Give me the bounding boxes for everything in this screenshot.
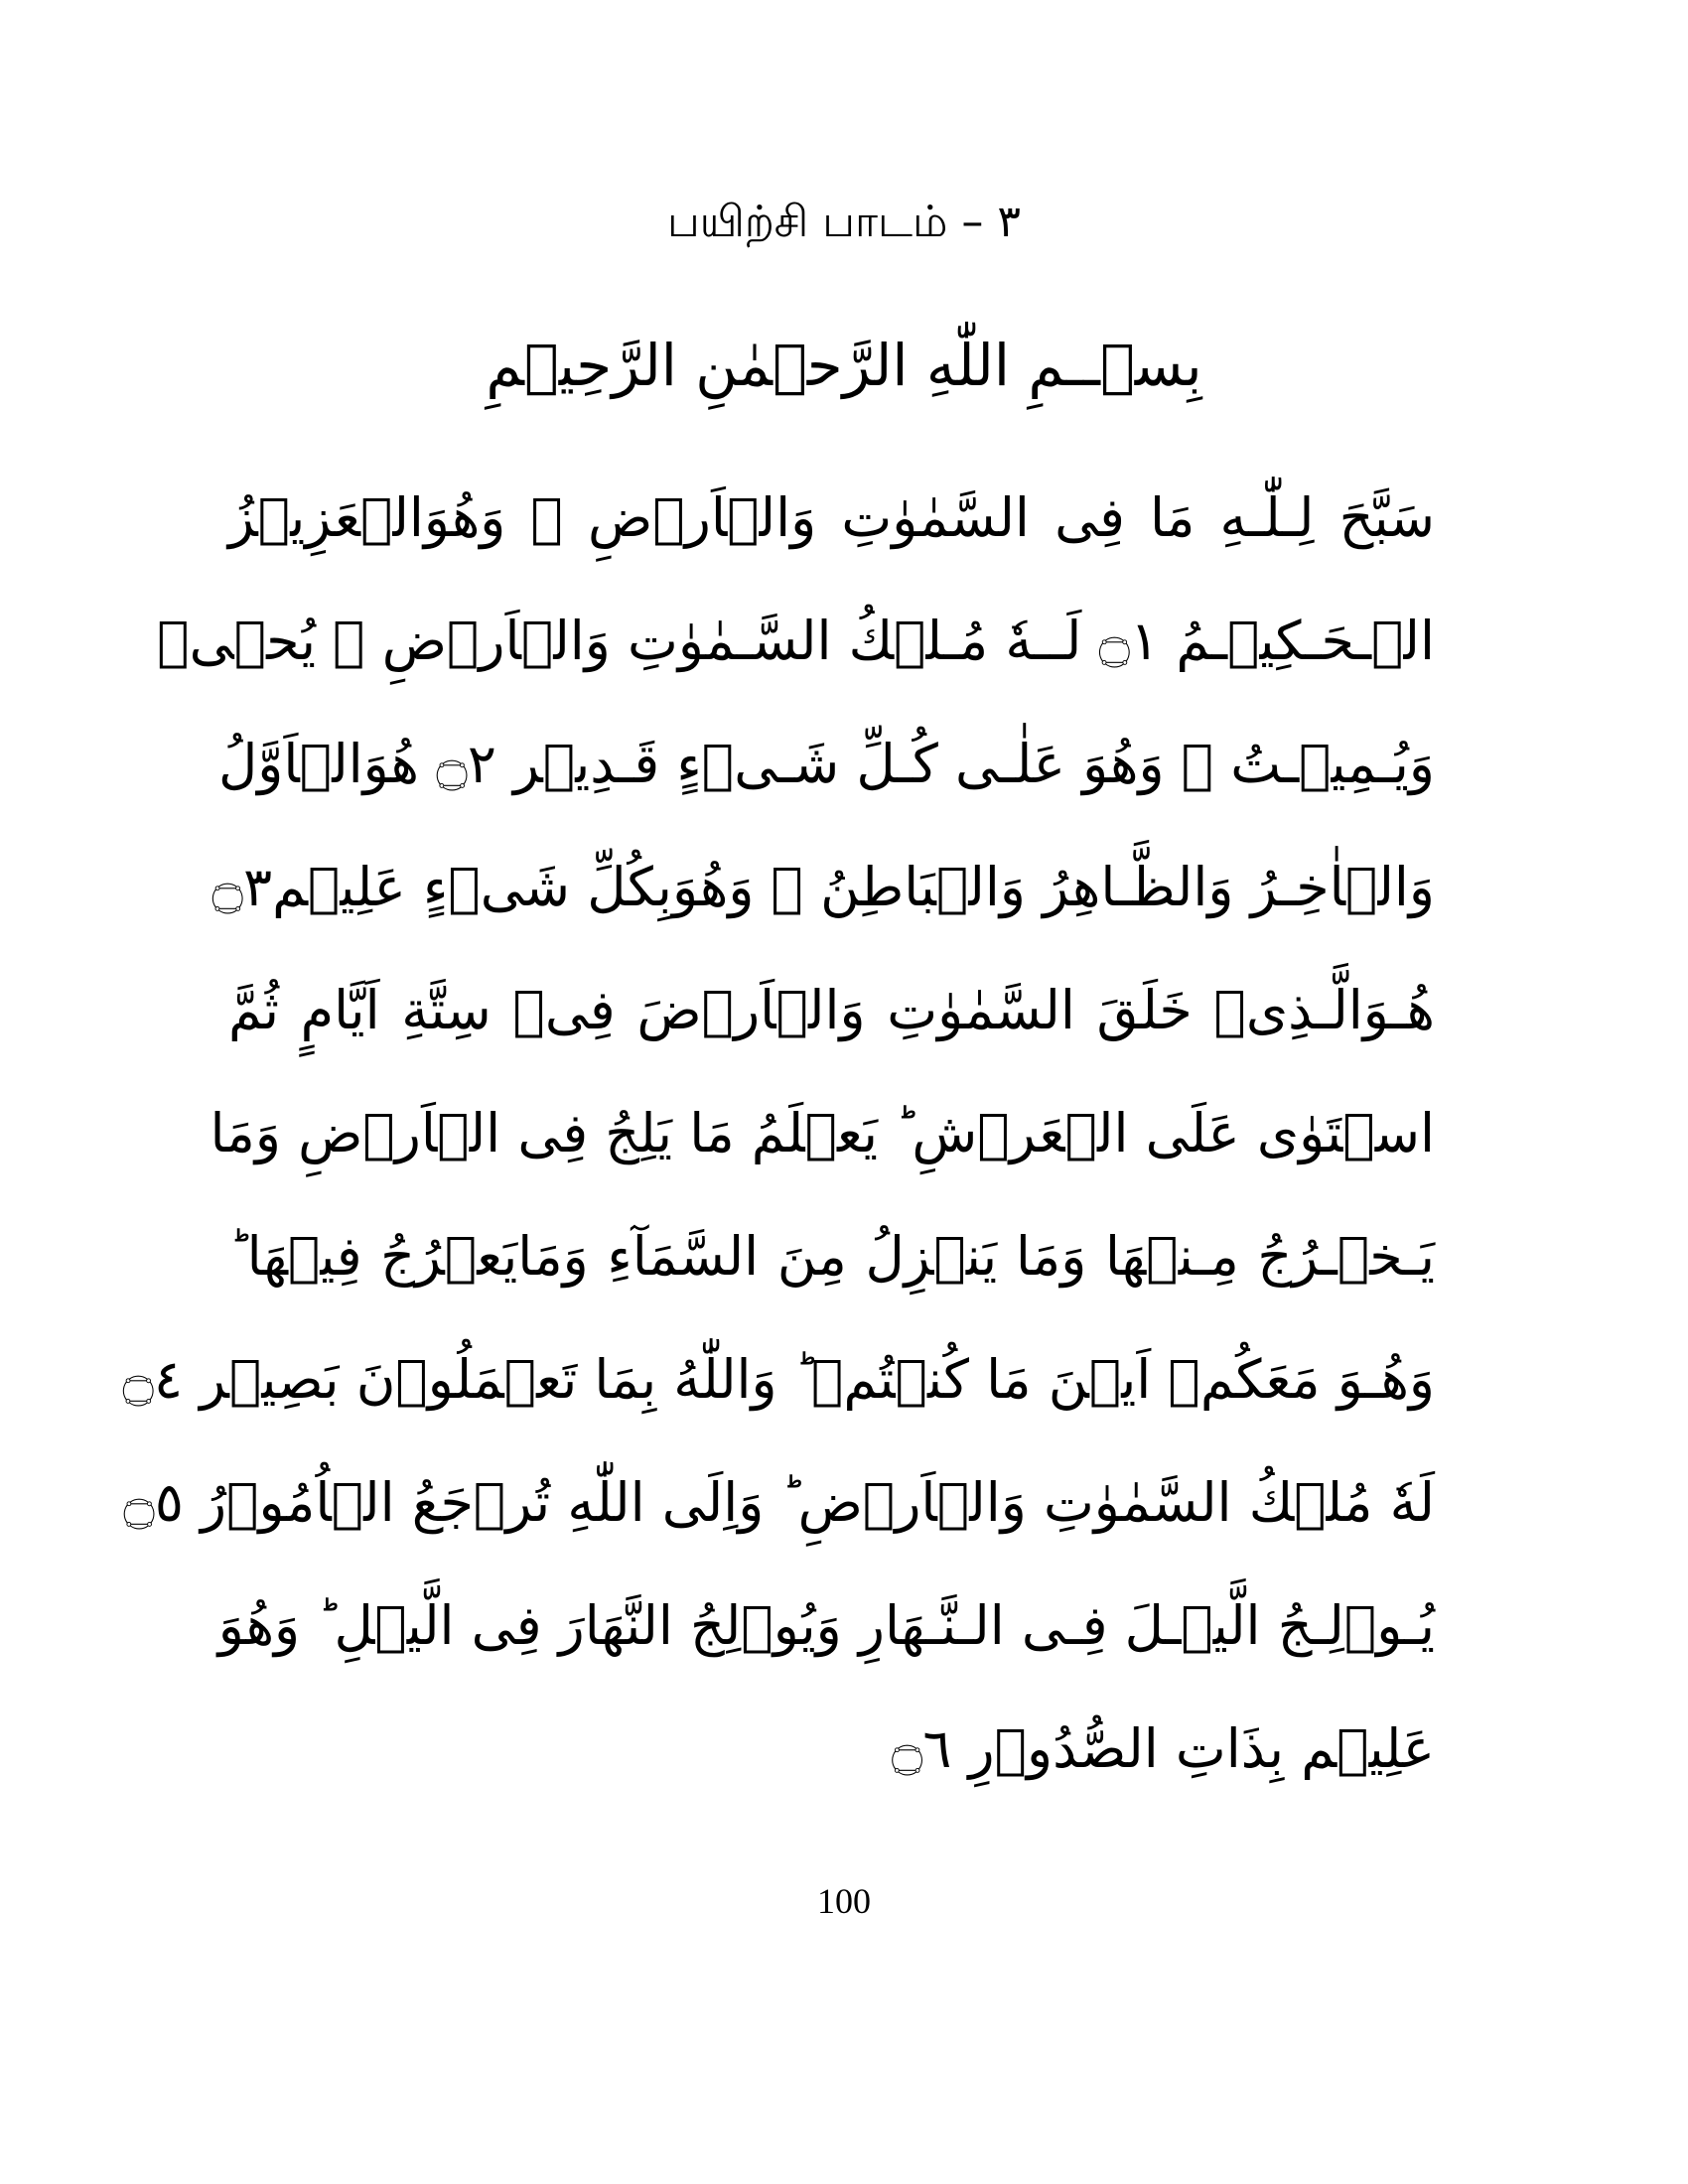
verse-line: الۡـحَـكِيۡـمُ ۝١ لَــهٗ مُـلۡكُ السَّـمٰوٰتِ وَالۡاَرۡضِ‌ ۚ يُحۡىٖ xyxy=(157,610,1435,672)
verse-line: يَـخۡـرُجُ مِـنۡهَا وَمَا يَنۡزِلُ مِنَ السَّمَآءِ وَمَايَعۡرُجُ فِيۡهَا‌ ؕ xyxy=(228,1225,1435,1288)
verse-line: يُـوۡلِـجُ الَّيۡـلَ فِـى الـنَّـهَارِ وَيُوۡلِجُ النَّهَارَ فِى الَّيۡلِ‌ ؕ وَهُوَ xyxy=(217,1594,1435,1657)
page-number: 100 xyxy=(817,1881,871,1921)
lesson-title: பயிற்சி பாடம் – ٣ xyxy=(666,197,1022,247)
verse-line: عَلِيۡم بِذَاتِ الصُّدُوۡرِ ۝٦ xyxy=(891,1717,1435,1780)
verse-line: هُـوَالَّـذِىۡ خَلَقَ السَّمٰوٰتِ وَالۡاَرۡضَ فِىۡ سِتَّةِ اَيَّامٍ ثُمَّ xyxy=(228,979,1435,1041)
verse-line: اسۡتَوٰى عَلَى الۡعَرۡشِ‌ ؕ يَعۡلَمُ مَا يَلِجُ فِى الۡاَرۡضِ وَمَا xyxy=(210,1102,1435,1164)
verse-line: لَهٗ مُلۡكُ السَّمٰوٰتِ وَالۡاَرۡضِ‌ ؕ وَاِلَى اللّٰهِ تُرۡجَعُ الۡاُمُوۡرُ ۝٥ xyxy=(123,1471,1435,1534)
verse-block xyxy=(122,457,1435,1811)
verse-line: سَبَّحَ لِـلّٰـهِ مَا فِى السَّمٰوٰتِ وَالۡاَرۡضِ‌ ۚ وَهُوَالۡعَزِيۡزُ xyxy=(228,486,1435,549)
verse-line: وَهُـوَ مَعَكُمۡ اَيۡنَ مَا كُنۡتُمۡ‌ ؕ وَاللّٰهُ بِمَا تَعۡمَلُوۡنَ بَصِيۡر ۝٤ xyxy=(122,1348,1435,1411)
verse-line: وَيُـمِيۡـتُ‌ ۚ وَهُوَ عَلٰـى كُـلِّ شَـىۡءٍ قَـدِيۡر ۝٢ هُوَالۡاَوَّلُ xyxy=(218,733,1435,795)
verse-line: وَالۡاٰخِـرُ وَالظَّـاهِرُ وَالۡبَاطِنُ‌ ۚ وَهُوَبِكُلِّ شَىۡءٍ عَلِيۡم۝٣ xyxy=(211,856,1435,918)
basmala: بِسۡــمِ اللّٰهِ الرَّحۡمٰنِ الرَّحِيۡمِ xyxy=(486,332,1202,399)
